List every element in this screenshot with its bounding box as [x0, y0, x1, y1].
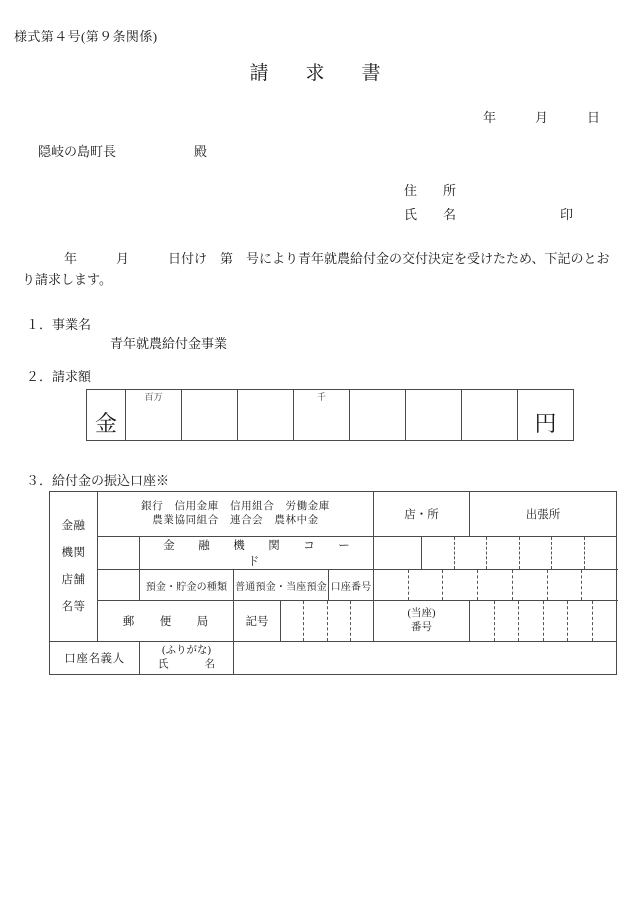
code-blank-cell	[98, 537, 140, 570]
section-1-heading: １．事業名	[26, 317, 92, 332]
furigana-name-label	[140, 642, 234, 675]
digit-box-strip	[374, 570, 616, 600]
bank-label-line-2: 機関	[61, 546, 86, 559]
amount-table	[86, 389, 574, 441]
bank-label-line-4: 名等	[61, 600, 86, 613]
bank-row-postoffice	[50, 601, 617, 642]
body-paragraph: 年 月 日付け 第 号により青年就農給付金の交付決定を受けたため、下記のとおり請求します。	[22, 251, 610, 287]
amount-digit-cell[interactable]	[406, 390, 462, 441]
bank-code-label: 金 融 機 関 コ ー ド	[140, 537, 374, 570]
account-number-box-group[interactable]	[374, 570, 617, 601]
account-holder-input-cell[interactable]	[234, 642, 617, 675]
amount-kin-cell: 金	[87, 390, 126, 441]
sub-branch-name-cell[interactable]: 出張所	[470, 492, 617, 537]
deposit-types-label[interactable]: 普通預金・当座預金	[234, 570, 329, 601]
name-seal-label: 氏 名 印	[404, 207, 574, 222]
digit-box-strip	[422, 537, 616, 569]
institution-kinds-line-2: 農業協同組合 連合会 農林中金	[152, 515, 319, 526]
amount-digit-cell-thousand[interactable]	[294, 390, 350, 441]
bank-row-label	[50, 492, 98, 642]
institution-kinds-line-1: 銀行 信用金庫 信用組合 労働金庫	[141, 501, 330, 512]
bank-row-account-holder	[50, 642, 617, 675]
touza-label-line-1: (当座)	[407, 608, 436, 619]
page-title: 請 求 書	[249, 63, 390, 84]
digit-box-strip	[470, 601, 616, 641]
section-3-heading: ３．給付金の振込口座※	[26, 473, 170, 488]
bank-row-institution	[50, 492, 617, 537]
unit-thousand-label: 千	[316, 392, 326, 402]
amount-digit-cell[interactable]	[238, 390, 294, 441]
bank-code-box-group-2[interactable]	[422, 537, 617, 570]
addressee-line: 隠岐の島町長 殿	[38, 144, 208, 159]
form-number: 様式第４号(第９条関係)	[14, 29, 158, 44]
bank-account-table	[49, 491, 617, 675]
branch-name-cell[interactable]: 店・所	[374, 492, 470, 537]
deposit-kind-label: 預金・貯金の種類	[140, 570, 234, 601]
amount-yen-cell: 円	[518, 390, 574, 441]
symbol-label: 記号	[234, 601, 281, 642]
amount-digit-cell[interactable]	[182, 390, 238, 441]
touza-number-box-group[interactable]	[470, 601, 617, 642]
amount-digit-cell[interactable]	[462, 390, 518, 441]
account-number-label: 口座番号	[329, 570, 374, 601]
bank-label-line-1: 金融	[61, 519, 86, 532]
unit-million-label: 百万	[144, 392, 163, 402]
bank-row-code	[50, 537, 617, 570]
post-office-label-text: 郵 便 局	[122, 616, 216, 628]
deposit-blank-cell	[98, 570, 140, 601]
bank-row-deposit	[50, 570, 617, 601]
touza-number-label	[374, 601, 470, 642]
date-line: 年 月 日	[482, 110, 600, 125]
digit-box-strip	[281, 601, 373, 641]
bank-label-line-3: 店舗	[61, 573, 86, 586]
touza-label-line-2: 番号	[411, 622, 433, 633]
account-holder-label: 口座名義人	[50, 642, 140, 675]
amount-digit-cell-million[interactable]	[126, 390, 182, 441]
project-name-value: 青年就農給付金事業	[110, 336, 228, 351]
post-office-label[interactable]	[98, 601, 234, 642]
bank-code-box-group-1[interactable]	[374, 537, 422, 570]
amount-table-row	[87, 390, 574, 441]
institution-kinds-cell[interactable]	[98, 492, 374, 537]
section-2-heading: ２．請求額	[26, 369, 92, 384]
symbol-box-group[interactable]	[281, 601, 374, 642]
furigana-label-line-1: (ふりがな)	[162, 645, 211, 656]
address-label: 住 所	[404, 183, 457, 198]
furigana-label-line-2: 氏 名	[158, 659, 220, 670]
amount-digit-cell[interactable]	[350, 390, 406, 441]
